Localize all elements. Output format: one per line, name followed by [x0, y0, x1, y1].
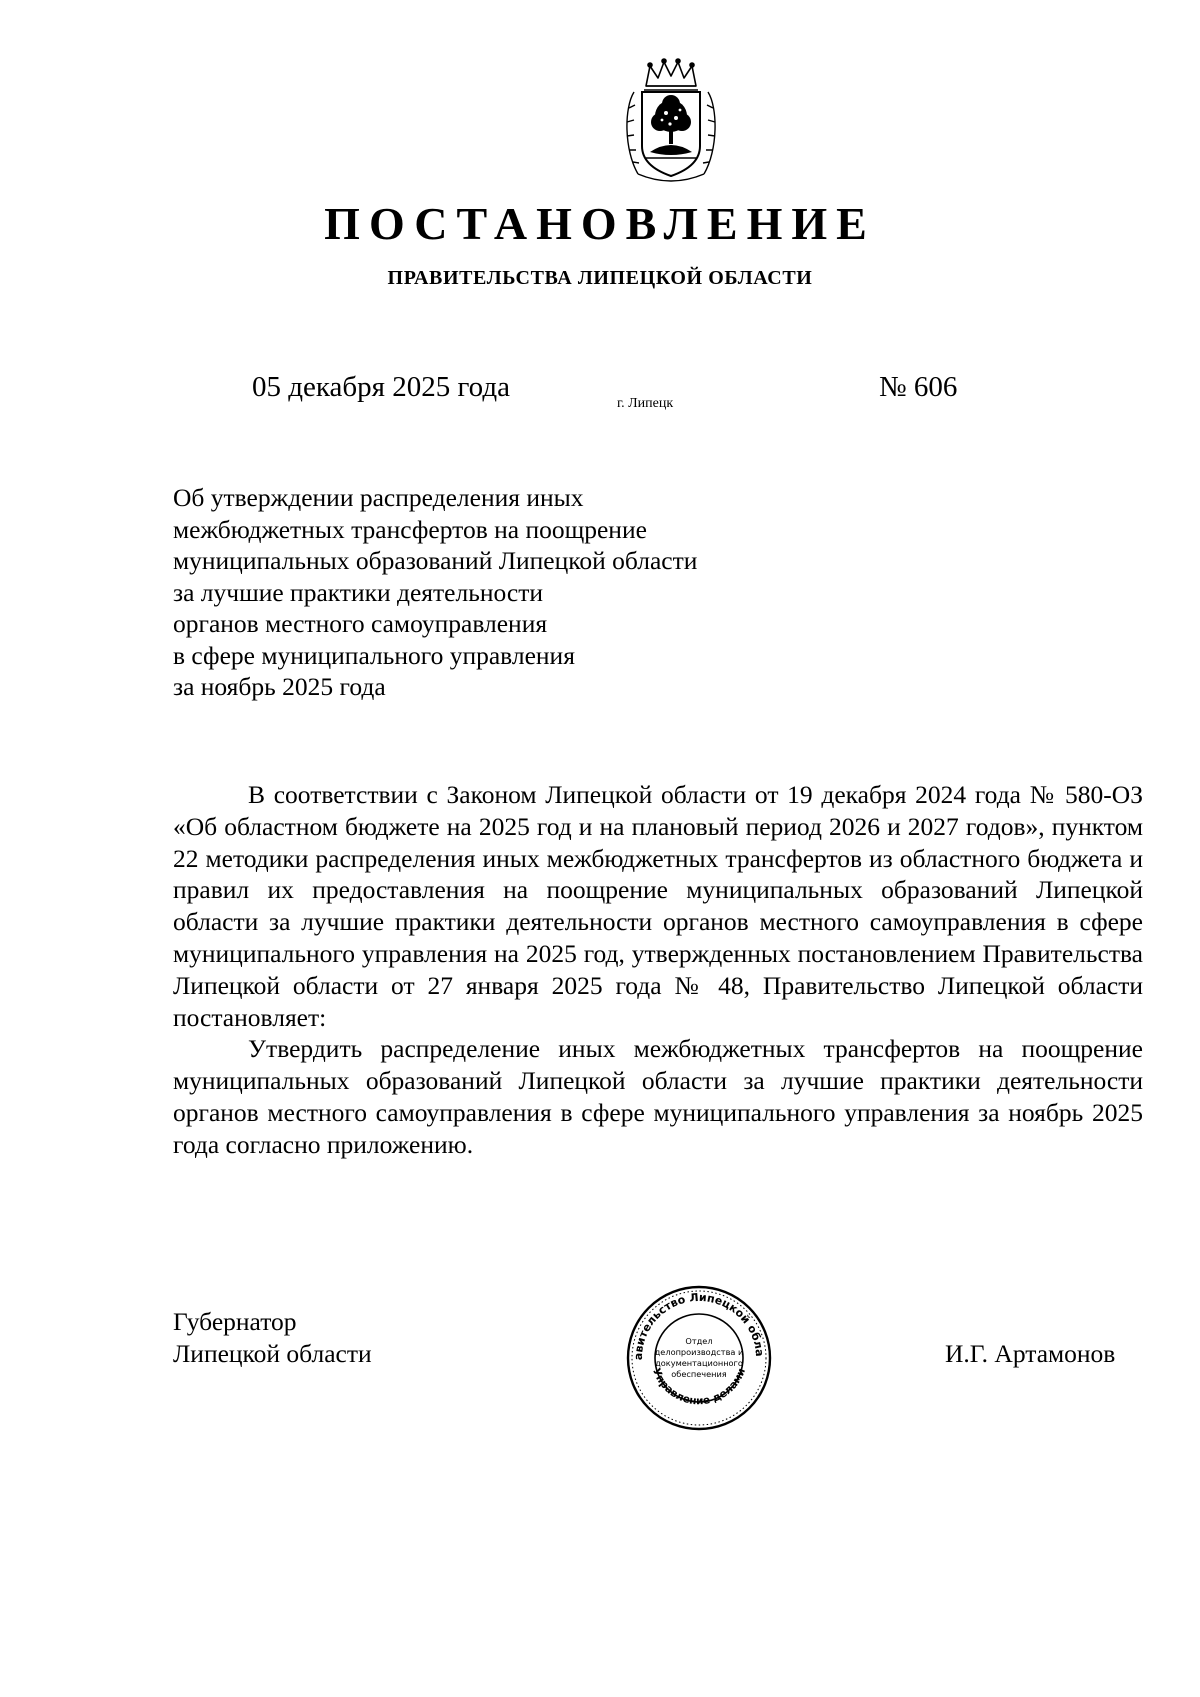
- document-subject: [173, 482, 697, 703]
- stamp-center-line: делопроизводства и: [654, 1347, 744, 1357]
- stamp-center-line: Отдел: [685, 1336, 713, 1346]
- subject-line: в сфере муниципального управления: [173, 640, 575, 670]
- subject-line: муниципальных образований Липецкой области: [173, 546, 698, 575]
- stamp-outer-text: авительство Липецкой обла: [631, 1290, 767, 1361]
- signatory-title: Губернатор: [173, 1307, 297, 1336]
- stamp-bottom-text: Управление делами: [649, 1366, 748, 1408]
- subject-line: за лучшие практики деятельности: [173, 577, 543, 607]
- document-subtitle: ПРАВИТЕЛЬСТВА ЛИПЕЦКОЙ ОБЛАСТИ: [387, 267, 813, 289]
- subject-line: за ноябрь 2025 года: [173, 672, 386, 701]
- body-paragraph: Утвердить распределение иных межбюджетных трансфертов на поощрение муниципальных образований Липецкой области за лучшие практики деятельности органов местного самоуправления в сфере муниципального управления за ноябрь 2025 года согласно приложению.: [173, 1034, 1143, 1159]
- signatory-name: И.Г. Артамонов: [945, 1339, 1116, 1368]
- signatory-position: [173, 1306, 372, 1370]
- body-paragraph: В соответствии с Законом Липецкой области от 19 декабря 2024 года № 580-ОЗ «Об областном бюджете на 2025 год и на плановый период 2026 и 2027 годов», пунктом 22 методики распределения иных межбюджетных трансфертов из областного бюджета и правил их предоставления на поощрение муниципальных образований Липецкой области за лучшие практики деятельности органов местного самоуправления в сфере муниципального управления на 2025 год, утвержденных постановлением Правительства Липецкой области от 27 января 2025 года № 48, Правительство Липецкой области постановляет:: [173, 780, 1143, 1032]
- document-date: 05 декабря 2025 года: [252, 371, 510, 403]
- official-stamp-icon: [625, 1284, 773, 1432]
- document-title: ПОСТАНОВЛЕНИЕ: [324, 198, 876, 249]
- subject-line: межбюджетных трансфертов на поощрение: [173, 514, 647, 544]
- lipetsk-coat-of-arms-icon: [620, 58, 722, 186]
- signatory-region: Липецкой области: [173, 1339, 372, 1368]
- stamp-center-line: обеспечения: [671, 1369, 727, 1379]
- document-city: г. Липецк: [617, 396, 674, 411]
- subject-line: органов местного самоуправления: [173, 609, 548, 638]
- document-body: [173, 779, 1143, 1161]
- document-number: № 606: [879, 371, 958, 403]
- stamp-center-line: документационного: [655, 1358, 743, 1368]
- subject-line: Об утверждении распределения иных: [173, 483, 584, 512]
